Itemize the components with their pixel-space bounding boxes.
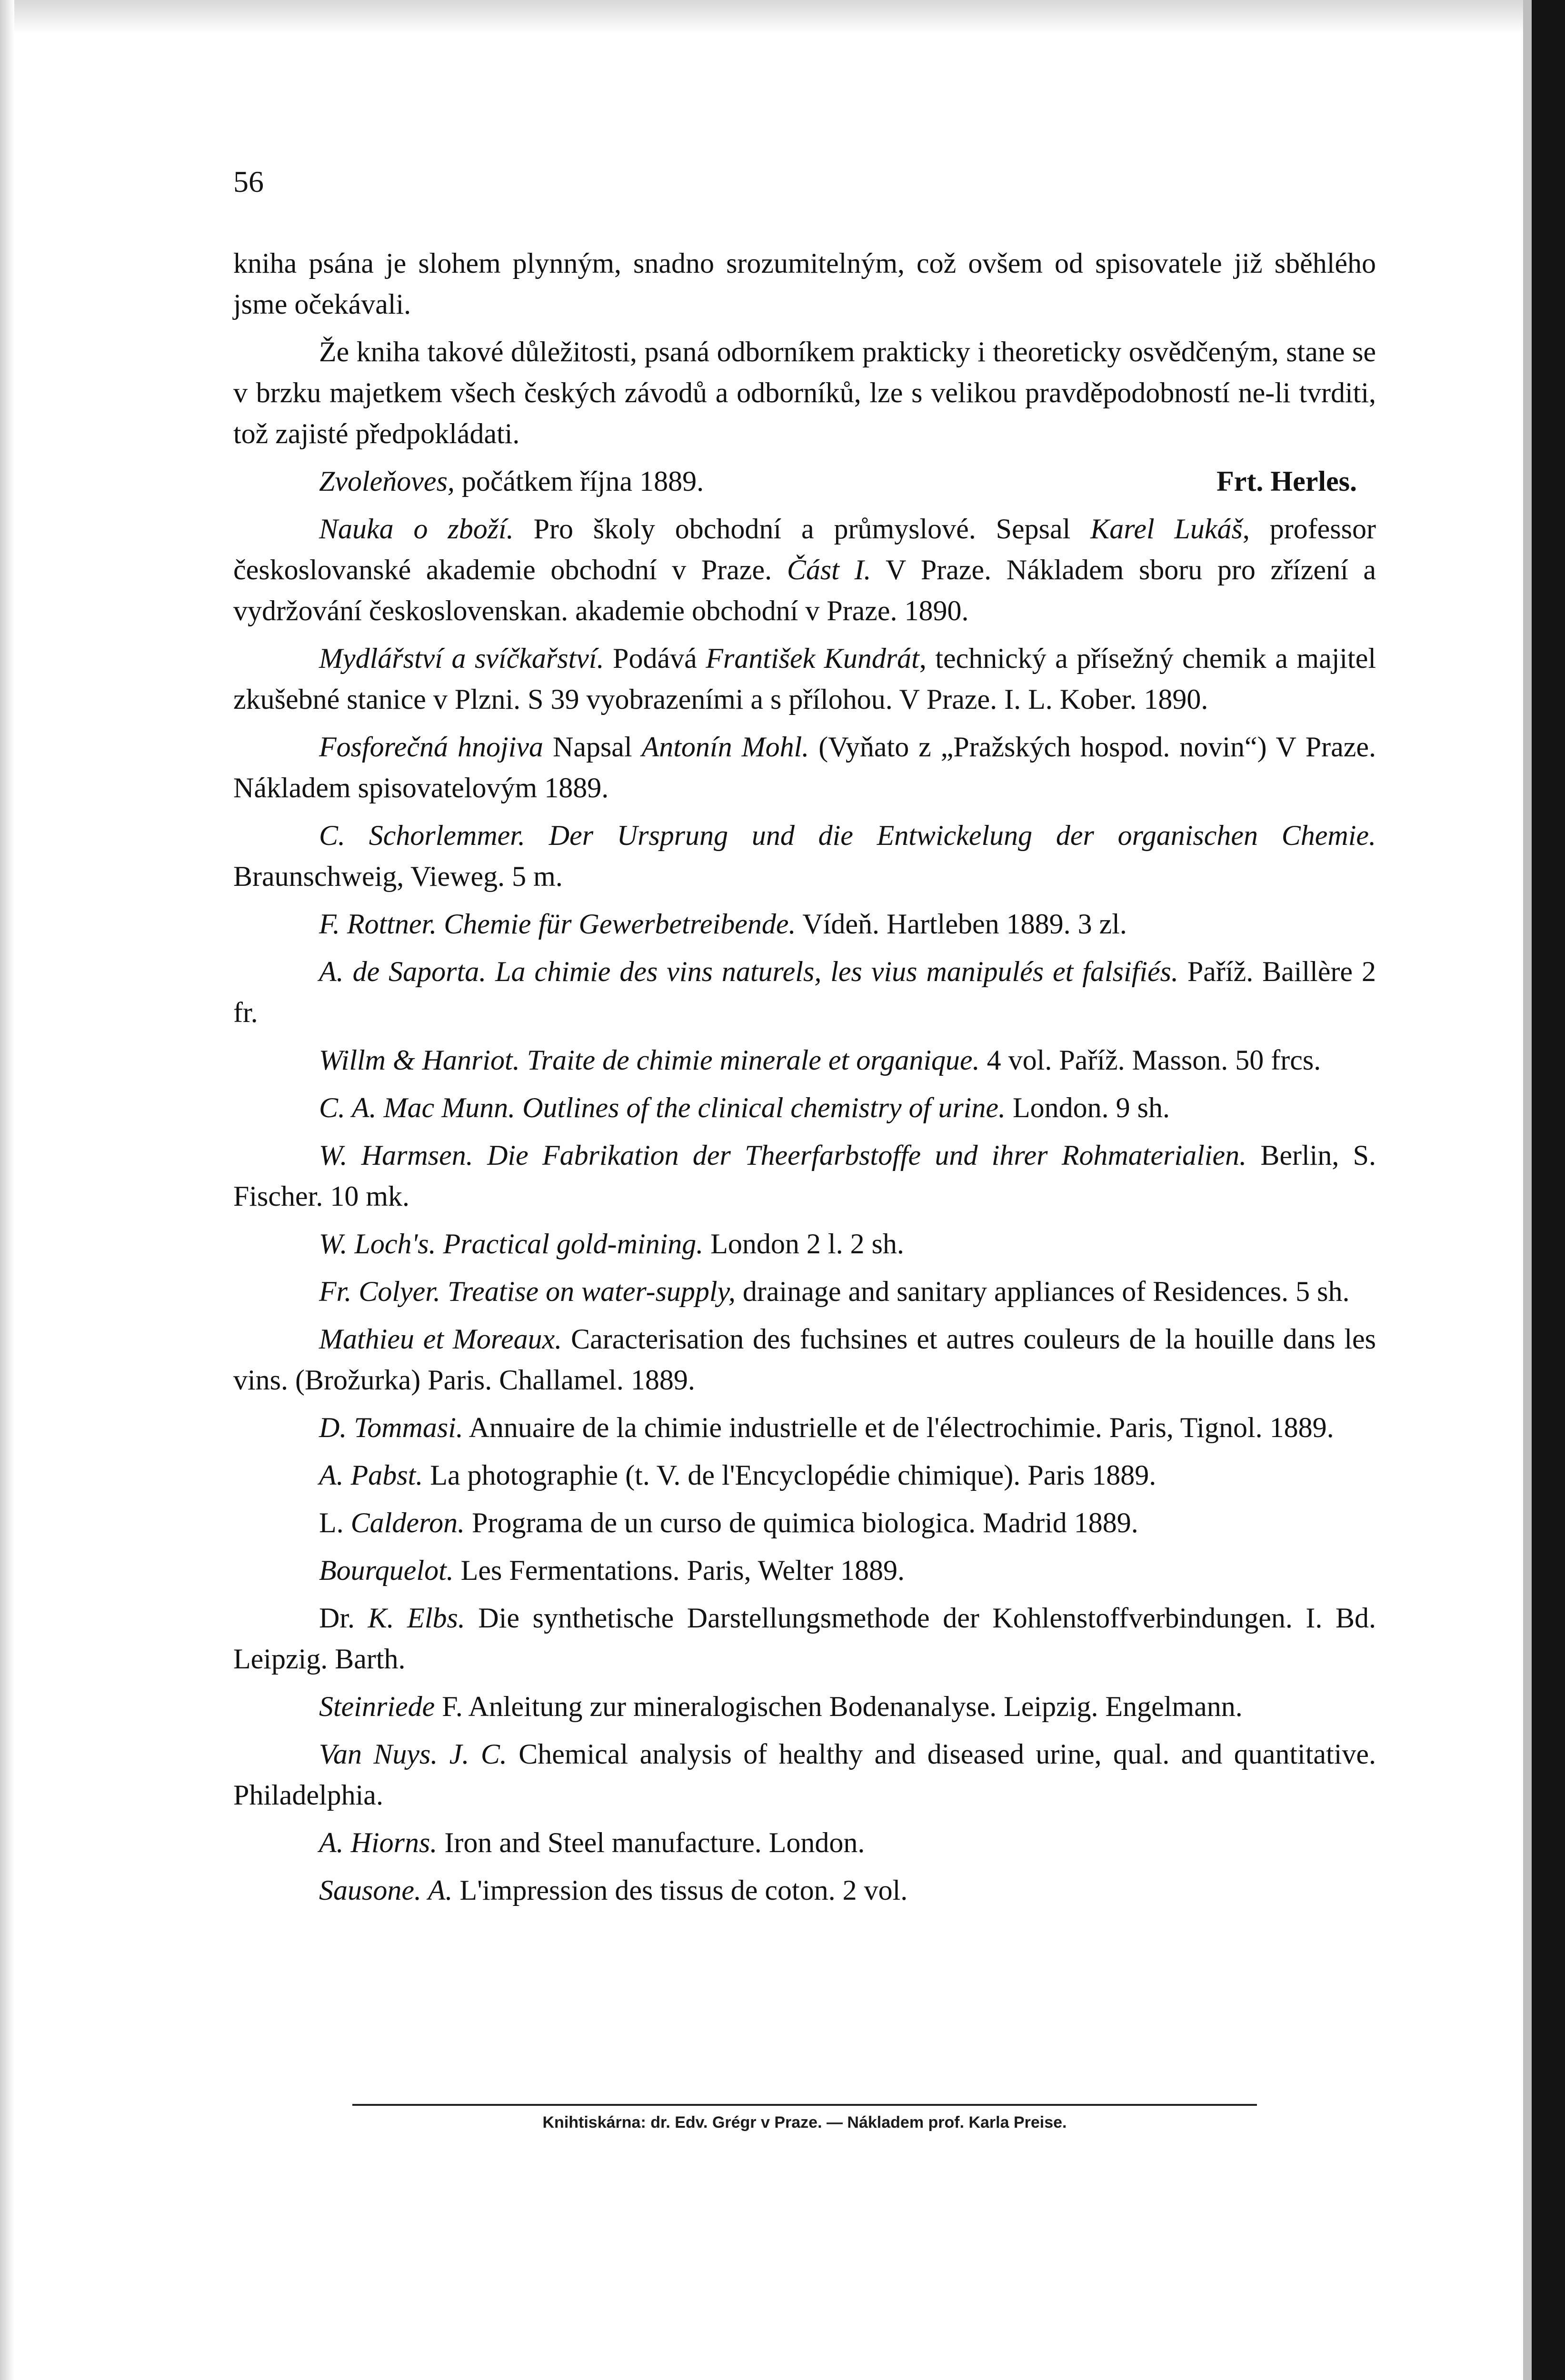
entry-italic: D. Tommasi. <box>319 1412 463 1443</box>
entry-italic-2: La chimie des vins naturels, les vius manipulés et falsifiés. <box>495 956 1178 987</box>
entry-text-2: London 2 l. 2 sh. <box>703 1228 904 1259</box>
scan-edge-right <box>1532 0 1565 2380</box>
entry-italic: Fosforečná hnojiva <box>319 731 544 763</box>
entry-text: F. Anleitung zur mineralogischen Bodenanalyse. Leipzig. Engelmann. <box>435 1691 1243 1722</box>
entry-text-2: Braunschweig, Vieweg. 5 m. <box>233 861 563 892</box>
entry-italic: Willm & Hanriot. <box>319 1044 520 1076</box>
entry-text-2: Die synthetische Darstellungsmethode der Kohlenstoffverbindungen. I. Bd. Leipzig. Barth. <box>233 1602 1376 1675</box>
entry-italic-2: Calderon. <box>350 1507 465 1538</box>
entry-italic: Mathieu et Moreaux. <box>319 1323 562 1355</box>
entry-text-2: , professor českoslovanské akademie obchodní v Praze. <box>233 513 1376 585</box>
entry-text <box>473 1140 487 1171</box>
entry-italic-2: Traite de chimie minerale et organique. <box>527 1044 980 1076</box>
bibliography-entry <box>233 1040 1376 1081</box>
entry-italic-2: Karel Lukáš <box>1090 513 1243 545</box>
entry-text-2: drainage and sanitary appliances of Residences. 5 sh. <box>735 1276 1350 1307</box>
entry-italic-2: Practical gold-mining. <box>443 1228 704 1259</box>
date-text: počátkem října 1889. <box>454 466 704 497</box>
entry-text-2: 4 vol. Paříž. Masson. 50 frcs. <box>979 1044 1321 1076</box>
page-number: 56 <box>233 165 264 198</box>
entry-italic-2: Antonín Mohl. <box>641 731 809 763</box>
entry-italic: A. de Saporta. <box>319 956 487 987</box>
entry-text-2: Programa de un curso de quimica biologica. Madrid 1889. <box>465 1507 1138 1538</box>
entry-italic: Van Nuys. J. C. <box>319 1738 507 1770</box>
bibliography-entry <box>233 1550 1376 1591</box>
entry-text: Podává <box>604 643 706 674</box>
entry-text: L. <box>319 1507 351 1538</box>
bibliography-entry <box>233 1734 1376 1815</box>
entry-text <box>525 820 549 851</box>
intro-paragraph-2: Že kniha takové důležitosti, psaná odborníkem prakticky i theoreticky osvědčeným, stane se v brzku majetkem všech českých závodů a odborníků, lze s velikou pravděpodobností ne-li tvrditi, tož zajisté předpokládati. <box>233 336 1376 449</box>
entry-italic-2: Treatise on water-supply, <box>448 1276 736 1307</box>
entry-text: Iron and Steel manufacture. London. <box>437 1827 865 1858</box>
bibliography-entry <box>233 508 1376 631</box>
bibliography-entry <box>233 1686 1376 1727</box>
entry-text: L'impression des tissus de coton. 2 vol. <box>452 1874 908 1906</box>
entry-italic: Mydlářství a svíčkařství. <box>319 643 604 674</box>
scan-edge-left <box>0 0 14 2380</box>
intro-paragraph-1: kniha psána je slohem plynným, snadno srozumitelným, což ovšem od spisovatele již sběhlého jsme očekávali. <box>233 248 1376 320</box>
entry-italic: F. Rottner. <box>319 908 437 940</box>
page-body <box>233 243 1376 1917</box>
entry-text: Pro školy obchodní a průmyslové. Sepsal <box>513 513 1091 545</box>
bibliography-entry <box>233 903 1376 944</box>
place-name: Zvoleňoves, <box>319 466 455 497</box>
entry-text-2: London. 9 sh. <box>1006 1092 1170 1123</box>
entry-text <box>436 1228 443 1259</box>
bibliography-entry <box>233 638 1376 720</box>
place-date <box>319 461 704 502</box>
entry-italic-2: Die Fabrikation der Theerfarbstoffe und ihrer Rohmaterialien. <box>487 1140 1247 1171</box>
entry-text-2: , technický a přísežný chemik a majitel zkušebné stanice v Plzni. S 39 vyobrazeními a s přílohou. V Praze. I. L. Kober. 1890. <box>233 643 1376 715</box>
bibliography-entry <box>233 1407 1376 1448</box>
entry-italic: C. Schorlemmer. <box>319 820 526 851</box>
entry-text-2: (Vyňato z „Pražských hospod. novin“) V Praze. Nákladem spisovatelovým 1889. <box>233 731 1376 803</box>
entry-text: Annuaire de la chimie industrielle et de l'électrochimie. Paris, Tignol. 1889. <box>463 1412 1334 1443</box>
bibliography-entry <box>233 1455 1376 1496</box>
entry-text <box>437 908 444 940</box>
bibliography-entry <box>233 951 1376 1033</box>
entry-italic: W. Loch's. <box>319 1228 436 1259</box>
entry-text <box>440 1276 448 1307</box>
entry-italic-3: Část I. <box>787 554 871 585</box>
entry-text <box>486 956 495 987</box>
bibliography-entry <box>233 1087 1376 1128</box>
entry-italic: Nauka o zboží. <box>319 513 514 545</box>
bibliography-entry <box>233 1822 1376 1863</box>
bibliography-entry <box>233 1223 1376 1264</box>
bibliography-entry <box>233 1597 1376 1679</box>
entry-italic: A. Pabst. <box>319 1459 423 1491</box>
signature-name: Frt. Herles. <box>1216 466 1357 497</box>
entry-text: Chemical analysis of healthy and diseased urine, qual. and quantitative. Philadelphia. <box>233 1738 1376 1811</box>
entry-text: Les Fermentations. Paris, Welter 1889. <box>453 1555 905 1586</box>
entry-italic-2: Der Ursprung und die Entwickelung der organischen Chemie. <box>548 820 1376 851</box>
bibliography-entry <box>233 1271 1376 1312</box>
entry-text <box>515 1092 522 1123</box>
entry-text-3: V Praze. Nákladem sboru pro zřízení a vydržování československan. akademie obchodní v Praze. 1890. <box>233 554 1376 626</box>
entry-italic: Bourquelot. <box>319 1555 454 1586</box>
bibliography-entry <box>233 1135 1376 1217</box>
bibliography-entry <box>233 1502 1376 1543</box>
entry-text-2: Berlin, S. Fischer. 10 mk. <box>233 1140 1376 1212</box>
entry-italic: Sausone. A. <box>319 1874 453 1906</box>
entry-text <box>520 1044 527 1076</box>
bibliography-entry <box>233 1319 1376 1400</box>
bibliography-entry <box>233 1870 1376 1911</box>
entry-italic-2: František Kundrát <box>706 643 919 674</box>
bibliography-list <box>233 508 1376 1911</box>
entry-italic-2: Chemie für Gewerbetreibende. <box>444 908 796 940</box>
entry-text: Napsal <box>543 731 642 763</box>
scan-edge-right-line <box>1523 0 1532 2380</box>
entry-text-2: Vídeň. Hartleben 1889. 3 zl. <box>796 908 1127 940</box>
entry-text: Dr. <box>319 1602 368 1634</box>
bibliography-entry <box>233 726 1376 808</box>
footer-rule <box>352 2104 1257 2106</box>
place-date-signature <box>233 461 1376 502</box>
entry-text: Caracterisation des fuchsines et autres couleurs de la houille dans les vins. (Brožurka) Paris. Challamel. 1889. <box>233 1323 1376 1396</box>
entry-italic-2: K. Elbs. <box>368 1602 465 1634</box>
scan-edge-top <box>0 0 1524 33</box>
printer-footer: Knihtiskárna: dr. Edv. Grégr v Praze. — Nákladem prof. Karla Preise. <box>542 2113 1067 2132</box>
bibliography-entry <box>233 815 1376 897</box>
entry-italic: Fr. Colyer. <box>319 1276 440 1307</box>
entry-text-2: Paříž. Baillère 2 fr. <box>233 956 1376 1028</box>
entry-italic-2: Outlines of the clinical chemistry of urine. <box>522 1092 1006 1123</box>
entry-text: La photographie (t. V. de l'Encyclopédie chimique). Paris 1889. <box>423 1459 1156 1491</box>
entry-italic: W. Harmsen. <box>319 1140 473 1171</box>
entry-italic: C. A. Mac Munn. <box>319 1092 516 1123</box>
entry-italic: A. Hiorns. <box>319 1827 438 1858</box>
entry-italic: Steinriede <box>319 1691 435 1722</box>
